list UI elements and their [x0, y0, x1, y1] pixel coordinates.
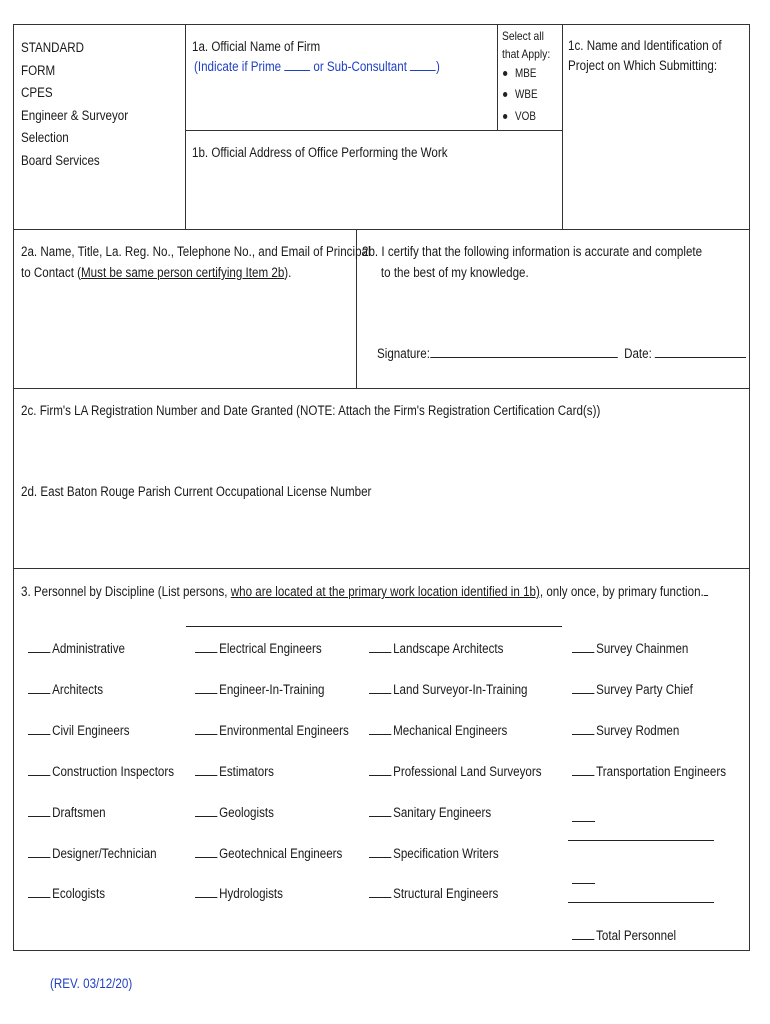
count-blank[interactable] — [28, 804, 50, 817]
personnel-item-administrative[interactable] — [28, 640, 125, 658]
personnel-label: Hydrologists — [219, 886, 283, 901]
personnel-label: Survey Rodmen — [596, 723, 680, 738]
personnel-label: Geotechnical Engineers — [219, 846, 343, 861]
personnel-label: Civil Engineers — [52, 723, 130, 738]
item-2a-line-2-prefix: to Contact ( — [21, 265, 82, 280]
select-option-wbe[interactable] — [503, 88, 538, 102]
select-option-mbe[interactable] — [503, 67, 536, 81]
count-blank[interactable] — [572, 681, 594, 694]
other-discipline-field-1[interactable] — [568, 840, 714, 841]
personnel-item-transportation-engineers[interactable] — [572, 763, 726, 781]
personnel-item-draftsmen[interactable] — [28, 804, 106, 822]
item-2b-line-1: 2b. I certify that the following information is accurate and complete — [362, 244, 703, 259]
count-blank[interactable] — [572, 640, 594, 653]
personnel-item-sanitary-engineers[interactable] — [369, 804, 491, 822]
divider-1c-left — [562, 24, 563, 229]
personnel-label: Structural Engineers — [393, 886, 499, 901]
count-blank[interactable] — [369, 804, 391, 817]
personnel-label: Mechanical Engineers — [393, 723, 508, 738]
personnel-item-electrical-engineers[interactable] — [195, 640, 322, 658]
select-all-label — [502, 27, 550, 63]
select-option-label: VOB — [515, 111, 536, 123]
item-2a-line-2-suffix: ). — [284, 265, 292, 280]
personnel-item-geotechnical-engineers[interactable] — [195, 845, 342, 863]
section-3-rule — [186, 626, 562, 627]
personnel-item-estimators[interactable] — [195, 763, 274, 781]
form-title-line: Board Services — [21, 152, 100, 168]
count-blank[interactable] — [195, 845, 217, 858]
date-label: Date: — [624, 346, 652, 361]
other-count-blank-2[interactable] — [572, 883, 595, 884]
select-option-label: MBE — [515, 68, 537, 80]
personnel-label: Engineer-In-Training — [219, 682, 325, 697]
personnel-item-civil-engineers[interactable] — [28, 722, 130, 740]
divider-section-2 — [13, 229, 750, 230]
total-personnel[interactable] — [572, 927, 676, 945]
count-blank[interactable] — [195, 804, 217, 817]
item-2a-line-1: 2a. Name, Title, La. Reg. No., Telephone No., and Email of Principal — [21, 244, 371, 259]
divider-section-3 — [13, 568, 750, 569]
count-blank[interactable] — [195, 885, 217, 898]
count-blank[interactable] — [28, 681, 50, 694]
personnel-label: Estimators — [219, 764, 274, 779]
item-1c-label — [568, 36, 722, 76]
item-2d-label: 2d. East Baton Rouge Parish Current Occupational License Number — [21, 484, 372, 499]
item-1b-label: 1b. Official Address of Office Performing the Work — [192, 145, 448, 160]
personnel-label: Survey Party Chief — [596, 682, 693, 697]
count-blank[interactable] — [28, 885, 50, 898]
count-blank[interactable] — [195, 640, 217, 653]
divider-1a-left — [185, 24, 186, 229]
signature-label: Signature: — [377, 346, 430, 361]
count-blank[interactable] — [28, 722, 50, 735]
total-personnel-label: Total Personnel — [596, 928, 677, 943]
item-2c-label: 2c. Firm's LA Registration Number and Date Granted (NOTE: Attach the Firm's Registration Certification Card(s)) — [21, 403, 601, 418]
form-title-line: Selection — [21, 130, 69, 145]
count-blank[interactable] — [369, 681, 391, 694]
personnel-label: Administrative — [52, 641, 125, 656]
personnel-label: Transportation Engineers — [596, 764, 727, 779]
personnel-item-environmental-engineers[interactable] — [195, 722, 349, 740]
select-option-label: WBE — [515, 89, 538, 101]
personnel-label: Specification Writers — [393, 846, 499, 861]
personnel-label: Land Surveyor-In-Training — [393, 682, 528, 697]
section-3-heading-prefix: 3. Personnel by Discipline (List persons, — [21, 584, 231, 599]
revision-note: (REV. 03/12/20) — [50, 976, 133, 991]
personnel-item-landscape-architects[interactable] — [369, 640, 503, 658]
personnel-label: Designer/Technician — [52, 846, 157, 861]
signature-row — [377, 343, 746, 365]
personnel-item-structural-engineers[interactable] — [369, 885, 498, 903]
total-count-blank[interactable] — [572, 927, 594, 940]
item-1a-hint-mid: or Sub-Consultant — [310, 59, 411, 74]
personnel-item-mechanical-engineers[interactable] — [369, 722, 507, 740]
item-1a-hint-suffix: ) — [435, 59, 440, 74]
personnel-item-specification-writers[interactable] — [369, 845, 499, 863]
date-field[interactable] — [655, 345, 746, 358]
select-option-vob[interactable] — [503, 110, 536, 124]
count-blank[interactable] — [195, 681, 217, 694]
personnel-item-designer-technician[interactable] — [28, 845, 157, 863]
personnel-item-hydrologists[interactable] — [195, 885, 283, 903]
divider-1a-select — [497, 24, 498, 130]
item-2a-label — [21, 241, 371, 283]
select-all-line-1: Select all — [502, 29, 544, 43]
personnel-label: Survey Chainmen — [596, 641, 689, 656]
item-1a-hint-prefix: (Indicate if Prime — [194, 59, 285, 74]
item-1a-hint — [194, 56, 440, 78]
item-2b-label — [362, 241, 702, 283]
form-title-line: CPES — [21, 85, 53, 100]
count-blank[interactable] — [369, 640, 391, 653]
form-title — [21, 37, 128, 172]
personnel-item-geologists[interactable] — [195, 804, 274, 822]
item-1c-line-1: 1c. Name and Identification of — [568, 38, 722, 53]
section-3-heading-underlined: who are located at the primary work location identified in 1b), — [230, 584, 544, 599]
count-blank[interactable] — [572, 722, 594, 735]
personnel-item-engineer-in-training[interactable] — [195, 681, 324, 699]
count-blank[interactable] — [195, 763, 217, 776]
divider-1a-1b — [185, 130, 562, 131]
personnel-label: Draftsmen — [52, 805, 106, 820]
personnel-label: Sanitary Engineers — [393, 805, 492, 820]
item-2a-line-2-underlined: Must be same person certifying Item 2b — [81, 265, 285, 280]
divider-section-2c — [13, 388, 750, 389]
personnel-label: Ecologists — [52, 886, 105, 901]
subconsultant-blank[interactable] — [410, 58, 436, 71]
count-blank[interactable] — [369, 763, 391, 776]
count-blank[interactable] — [28, 845, 50, 858]
personnel-label: Geologists — [219, 805, 274, 820]
count-blank[interactable] — [28, 640, 50, 653]
other-count-blank-1[interactable] — [572, 821, 595, 822]
personnel-item-survey-party-chief[interactable] — [572, 681, 693, 699]
personnel-label: Construction Inspectors — [52, 764, 175, 779]
personnel-label: Landscape Architects — [393, 641, 504, 656]
bullet-icon — [503, 114, 507, 119]
form-title-line: Engineer & Surveyor — [21, 107, 129, 123]
personnel-item-land-surveyor-in-training[interactable] — [369, 681, 528, 699]
personnel-label: Professional Land Surveyors — [393, 764, 542, 779]
other-discipline-field-2[interactable] — [568, 902, 714, 903]
personnel-item-survey-rodmen[interactable] — [572, 722, 679, 740]
count-blank[interactable] — [369, 885, 391, 898]
personnel-item-architects[interactable] — [28, 681, 103, 699]
signature-field[interactable] — [430, 345, 617, 358]
bullet-icon — [503, 92, 507, 97]
count-blank[interactable] — [369, 845, 391, 858]
item-2b-line-2: to the best of my knowledge. — [380, 265, 529, 280]
count-blank[interactable] — [28, 763, 50, 776]
section-3-heading — [21, 581, 708, 603]
form-title-line: STANDARD — [21, 40, 85, 55]
item-2a-line-2 — [21, 262, 371, 283]
personnel-item-survey-chainmen[interactable] — [572, 640, 688, 658]
personnel-item-professional-land-surveyors[interactable] — [369, 763, 542, 781]
prime-blank[interactable] — [284, 58, 310, 71]
personnel-label: Environmental Engineers — [219, 723, 349, 738]
count-blank[interactable] — [369, 722, 391, 735]
select-all-line-2: that Apply: — [502, 47, 551, 61]
item-1c-line-2: Project on Which Submitting: — [568, 58, 718, 73]
personnel-label: Architects — [52, 682, 104, 697]
item-1a-label: 1a. Official Name of Firm — [192, 39, 321, 54]
heading-trailing-rule — [704, 583, 708, 596]
personnel-item-ecologists[interactable] — [28, 885, 105, 903]
count-blank[interactable] — [572, 763, 594, 776]
count-blank[interactable] — [195, 722, 217, 735]
form-title-line: FORM — [21, 62, 56, 78]
personnel-label: Electrical Engineers — [219, 641, 322, 656]
personnel-item-construction-inspectors[interactable] — [28, 763, 174, 781]
section-3-heading-suffix: only once, by primary function. — [543, 584, 704, 599]
bullet-icon — [503, 71, 507, 76]
